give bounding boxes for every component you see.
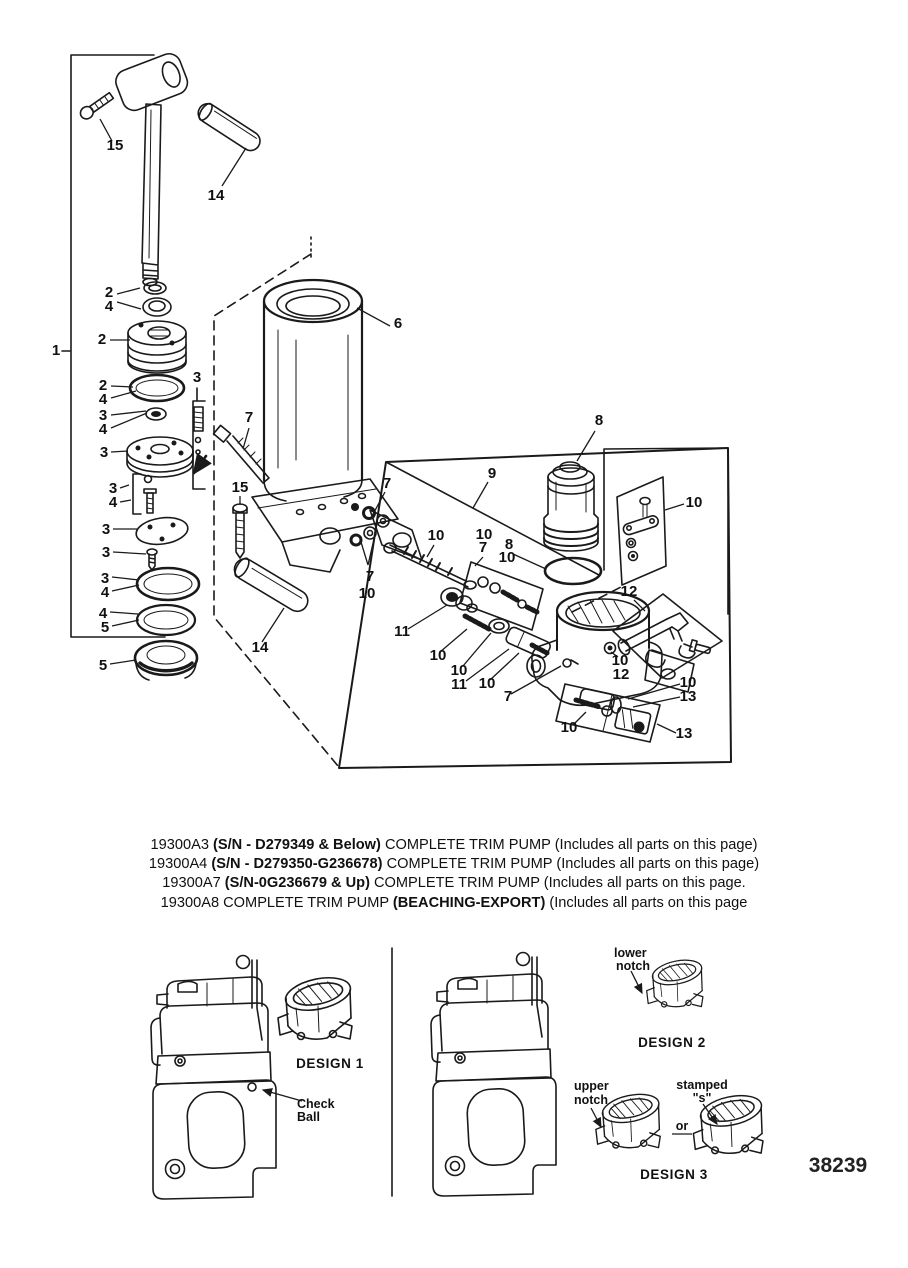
or-label: or (675, 1119, 689, 1133)
callout-7: 7 (478, 539, 488, 556)
callout-11: 11 (451, 676, 467, 693)
callout-3: 3 (108, 480, 118, 497)
lower-notch-label-line1: lower (614, 946, 647, 960)
design3-label: DESIGN 3 (640, 1167, 708, 1182)
part-14-pin (195, 100, 264, 154)
valve-train (384, 543, 578, 667)
callout-1: 1 (51, 342, 61, 359)
part-9-enclosure (339, 448, 731, 768)
callout-15: 15 (106, 137, 124, 154)
callout-10: 10 (450, 662, 468, 679)
part-15-screw-lower (233, 504, 247, 558)
exploded-view (52, 50, 731, 768)
part-list-line (0, 894, 908, 913)
callout-4: 4 (98, 605, 108, 622)
callout-10: 10 (498, 549, 516, 566)
check-ball-arrow (263, 1090, 302, 1101)
callout-10: 10 (685, 494, 703, 511)
callout-4: 4 (98, 421, 108, 438)
callout-2: 2 (98, 377, 108, 394)
washer-cluster (351, 508, 389, 546)
part-number: 19300A4 (148, 856, 212, 873)
callout-3: 3 (192, 369, 202, 386)
serial-range: (S/N - D279350-G236678) (211, 856, 383, 873)
callout-14: 14 (207, 187, 225, 204)
design3-figure (574, 1078, 764, 1182)
design2-label: DESIGN 2 (638, 1035, 706, 1050)
design1-label: DESIGN 1 (296, 1056, 364, 1071)
check-ball-label-line2: Ball (297, 1110, 320, 1124)
callout-3: 3 (100, 570, 110, 587)
upper-notch-arrow (591, 1108, 601, 1127)
part-7-bolt (214, 425, 269, 483)
callout-10: 10 (560, 719, 578, 736)
callout-12: 12 (612, 666, 630, 683)
callout-3: 3 (101, 521, 111, 538)
callout-3: 3 (99, 444, 109, 461)
part-description: COMPLETE TRIM PUMP (Includes all parts on this page. (369, 875, 746, 892)
part-15-screw (78, 91, 115, 122)
export-tag: (BEACHING-EXPORT) (392, 894, 546, 911)
part-number: 19300A3 (150, 837, 213, 853)
callout-11: 11 (394, 623, 410, 640)
serial-range: (S/N-0G236679 & Up) (224, 875, 370, 892)
lower-notch-label-line2: notch (616, 959, 651, 973)
callout-4: 4 (108, 494, 118, 511)
part-handle-assembly (112, 50, 191, 285)
callout-8: 8 (504, 536, 514, 553)
callout-4: 4 (104, 298, 114, 315)
design2-figure (431, 946, 706, 1196)
stamped-s-label-line1: stamped (676, 1078, 728, 1092)
callout-7: 7 (503, 688, 513, 705)
serial-range: (S/N - D279349 & Below) (213, 837, 381, 853)
callout-4: 4 (98, 391, 108, 408)
callout-2: 2 (97, 331, 107, 348)
part-10-kit-box (617, 477, 666, 585)
callout-7: 7 (244, 409, 254, 426)
upper-notch-label-line1: upper (574, 1079, 609, 1093)
part-list (0, 836, 908, 913)
part-list-line (0, 836, 908, 855)
callout-13: 13 (675, 725, 693, 742)
stamped-s-label-line2: "s" (692, 1091, 712, 1105)
design-figures (151, 946, 867, 1199)
part-description: COMPLETE TRIM PUMP (Includes all parts on this page) (380, 837, 758, 853)
part-8-motor (544, 462, 598, 551)
callout-3: 3 (101, 544, 111, 561)
callout-5: 5 (98, 657, 108, 674)
callout-15: 15 (231, 479, 249, 496)
part-number: 19300A7 (162, 875, 225, 892)
callout-6: 6 (393, 315, 403, 332)
callout-3: 3 (98, 407, 108, 424)
check-ball-hole (248, 1083, 256, 1091)
callout-10: 10 (427, 527, 445, 544)
part-description: COMPLETE TRIM PUMP (Includes all parts on this page) (382, 856, 760, 873)
callout-12: 12 (620, 583, 638, 600)
callout-10: 10 (358, 585, 376, 602)
part-list-line (0, 874, 908, 893)
callout-10: 10 (611, 652, 629, 669)
part-description: (Includes all parts on this page (545, 894, 748, 911)
upper-notch-label-line2: notch (574, 1093, 609, 1107)
callout-2: 2 (104, 284, 114, 301)
design1-figure (151, 956, 364, 1200)
callout-10: 10 (478, 675, 496, 692)
callout-14: 14 (251, 639, 269, 656)
part-list-line (0, 855, 908, 874)
lower-notch-arrow (631, 971, 642, 993)
callout-10: 10 (679, 674, 697, 691)
callout-10: 10 (475, 526, 493, 543)
figure-number: 38239 (808, 1154, 868, 1177)
check-ball-label-line1: Check (297, 1097, 335, 1111)
callout-5: 5 (100, 619, 110, 636)
callout-7: 7 (382, 475, 392, 492)
part-number: 19300A8 COMPLETE TRIM PUMP (160, 894, 393, 911)
callout-9: 9 (487, 465, 497, 482)
part-3-kit-bracket (193, 388, 206, 489)
callout-10: 10 (429, 647, 447, 664)
callout-4: 4 (100, 584, 110, 601)
callout-8: 8 (594, 412, 604, 429)
callout-13: 13 (679, 688, 697, 705)
part-14-pin-lower (231, 555, 312, 615)
callout-7: 7 (365, 568, 375, 585)
